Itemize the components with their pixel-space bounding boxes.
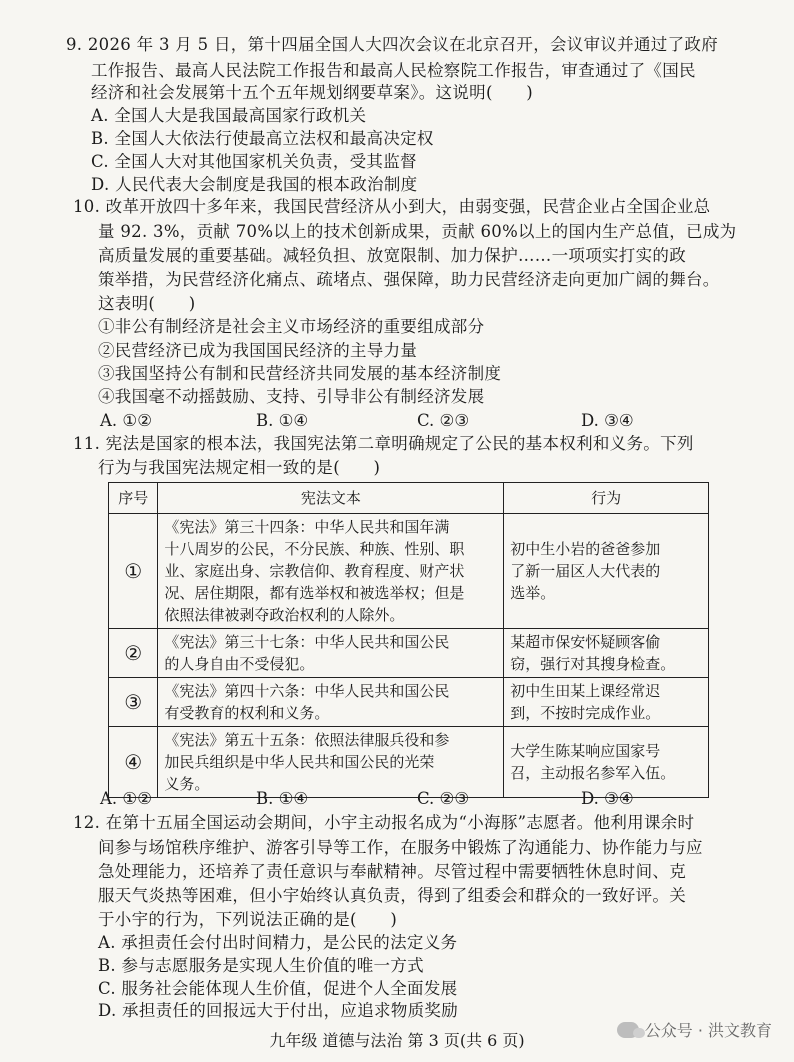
q9-line-2: 工作报告、最高人民法院工作报告和最高人民检察院工作报告，审查通过了《国民: [91, 61, 696, 80]
q10-line-2: 量 92. 3%，贡献 70%以上的技术创新成果，贡献 60%以上的国内生产总值，已成为: [98, 222, 737, 241]
page-footer: 九年级 道德与法治 第 3 页(共 6 页): [269, 1031, 525, 1050]
law-text-line: 《宪法》第五十五条：依照法律服兵役和参: [164, 731, 450, 749]
q11-line-2: 行为与我国宪法规定相一致的是( ): [98, 458, 381, 477]
table-header-row: [109, 483, 709, 514]
q9-option-a: A. 全国人大是我国最高国家行政机关: [91, 106, 367, 125]
row-law-text: [158, 727, 504, 798]
row-act: [504, 514, 709, 629]
law-text-line: 《宪法》第三十四条：中华人民共和国年满: [164, 518, 450, 536]
q9-line-1: 9. 2026 年 3 月 5 日，第十四届全国人大四次会议在北京召开，会议审议并通过了政府: [66, 35, 718, 54]
q11-option-a: A. ①②: [100, 789, 152, 808]
q12-line-4: 服天气炎热等困难，但小宇始终认真负责，得到了组委会和群众的一致好评。关: [98, 886, 686, 905]
law-text-line: 依照法律被剥夺政治权利的人除外。: [164, 606, 405, 624]
law-text-line: 义务。: [164, 775, 210, 793]
q10-line-5: 这表明( ): [98, 294, 196, 313]
q10-statement-4: ④我国毫不动摇鼓励、支持、引导非公有制经济发展: [98, 387, 485, 406]
q10-line-1: 10. 改革开放四十多年来，我国民营经济从小到大，由弱变强，民营企业占全国企业总: [73, 197, 711, 216]
law-text-line: 《宪法》第四十六条：中华人民共和国公民: [164, 682, 450, 700]
q10-option-d: D. ③④: [581, 411, 634, 430]
row-number: ③: [109, 678, 158, 727]
q12-option-c: C. 服务社会能体现人生价值，促进个人全面发展: [98, 979, 458, 998]
law-text-line: 业、家庭出身、宗教信仰、教育程度、财产状: [164, 562, 465, 580]
row-act: [504, 678, 709, 727]
row-number: ④: [109, 727, 158, 798]
q10-option-c: C. ②③: [417, 411, 470, 430]
q10-line-3: 高质量发展的重要基础。减轻负担、放宽限制、加力保护……一项项实打实的政: [98, 246, 686, 265]
table-row: [109, 514, 709, 629]
table-row: [109, 678, 709, 727]
table-row: [109, 629, 709, 678]
row-law-text: [158, 629, 504, 678]
act-line: 大学生陈某响应国家号: [510, 742, 661, 760]
q9-line-3: 经济和社会发展第十五个五年规划纲要草案》。这说明( ): [91, 83, 534, 102]
wechat-icon: [617, 1022, 639, 1038]
header-number: 序号: [109, 483, 158, 514]
q9-option-c: C. 全国人大对其他国家机关负责，受其监督: [91, 152, 417, 171]
act-line: 窃，强行对其搜身检查。: [510, 655, 676, 673]
constitution-table: [108, 482, 709, 798]
act-line: 初中生小岩的爸爸参加: [510, 540, 661, 558]
row-act: [504, 629, 709, 678]
q12-option-d: D. 承担责任的回报远大于付出，应追求物质奖励: [98, 1001, 459, 1020]
q12-option-a: A. 承担责任会付出时间精力，是公民的法定义务: [98, 933, 458, 952]
act-line: 召，主动报名参军入伍。: [510, 764, 676, 782]
table-row: [109, 727, 709, 798]
row-number: ②: [109, 629, 158, 678]
act-line: 初中生田某上课经常迟: [510, 682, 661, 700]
header-act: 行为: [504, 483, 709, 514]
q10-line-4: 策举措，为民营经济化痛点、疏堵点、强保障，助力民营经济走向更加广阔的舞台。: [98, 270, 720, 289]
law-text-line: 《宪法》第三十七条：中华人民共和国公民: [164, 633, 450, 651]
q11-option-d: D. ③④: [581, 789, 634, 808]
row-number: ①: [109, 514, 158, 629]
q10-option-b: B. ①④: [256, 411, 309, 430]
row-act: [504, 727, 709, 798]
law-text-line: 况、居住期限，都有选举权和被选举权；但是: [164, 584, 465, 602]
q12-option-b: B. 参与志愿服务是实现人生价值的唯一方式: [98, 956, 424, 975]
watermark: [617, 1018, 772, 1041]
header-text: 宪法文本: [158, 483, 504, 514]
act-line: 了新一届区人大代表的: [510, 562, 661, 580]
q12-line-3: 急处理能力，还培养了责任意识与奉献精神。尽管过程中需要牺牲休息时间、克: [98, 862, 686, 881]
law-text-line: 十八周岁的公民，不分民族、种族、性别、职: [164, 540, 465, 558]
act-line: 到，不按时完成作业。: [510, 704, 661, 722]
q12-line-5: 于小宇的行为，下列说法正确的是( ): [98, 910, 398, 929]
act-line: 选举。: [510, 584, 556, 602]
law-text-line: 的人身自由不受侵犯。: [164, 655, 315, 673]
q10-option-a: A. ①②: [100, 411, 152, 430]
q11-line-1: 11. 宪法是国家的根本法，我国宪法第二章明确规定了公民的基本权利和义务。下列: [73, 434, 694, 453]
row-law-text: [158, 678, 504, 727]
watermark-text: 公众号 · 洪文教育: [644, 1021, 772, 1040]
law-text-line: 加民兵组织是中华人民共和国公民的光荣: [164, 753, 435, 771]
q9-option-d: D. 人民代表大会制度是我国的根本政治制度: [91, 175, 418, 194]
law-text-line: 有受教育的权利和义务。: [164, 704, 330, 722]
row-law-text: [158, 514, 504, 629]
q9-option-b: B. 全国人大依法行使最高立法权和最高决定权: [91, 129, 434, 148]
q11-option-c: C. ②③: [417, 789, 470, 808]
q10-statement-1: ①非公有制经济是社会主义市场经济的重要组成部分: [98, 317, 485, 336]
q10-statement-3: ③我国坚持公有制和民营经济共同发展的基本经济制度: [98, 364, 502, 383]
q10-statement-2: ②民营经济已成为我国国民经济的主导力量: [98, 341, 418, 360]
q11-option-b: B. ①④: [256, 789, 309, 808]
q12-line-2: 间参与场馆秩序维护、游客引导等工作，在服务中锻炼了沟通能力、协作能力与应: [98, 838, 703, 857]
act-line: 某超市保安怀疑顾客偷: [510, 633, 661, 651]
q12-line-1: 12. 在第十五届全国运动会期间，小宇主动报名成为“小海豚”志愿者。他利用课余时: [73, 813, 695, 832]
